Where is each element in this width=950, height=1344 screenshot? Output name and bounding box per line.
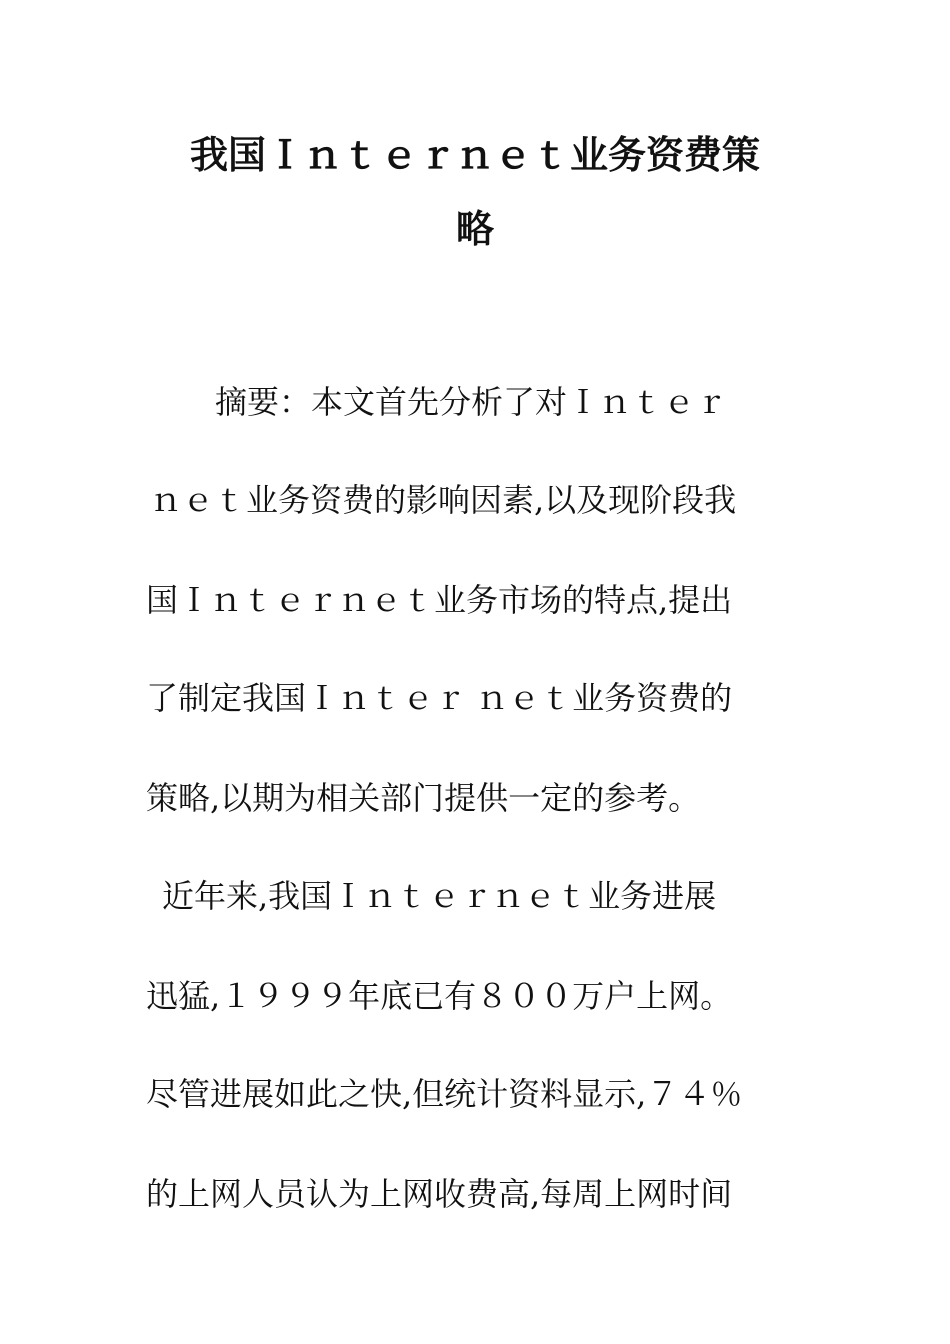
abstract-line: 国Ｉｎｔｅｒｎｅｔ业务市场的特点,提出	[146, 581, 733, 619]
document-title: 我国Ｉｎｔｅｒｎｅｔ业务资费策	[189, 133, 760, 177]
body-paragraph-line: 的上网人员认为上网收费高,每周上网时间	[146, 1175, 733, 1213]
document-title-continued: 略	[455, 207, 494, 251]
body-paragraph-line: 近年来,我国Ｉｎｔｅｒｎｅｔ业务进展	[162, 877, 717, 915]
body-paragraph-line: 迅猛,１９９９年底已有８００万户上网。	[146, 977, 733, 1015]
abstract-line: 策略,以期为相关部门提供一定的参考。	[146, 779, 701, 817]
body-paragraph-line: 尽管进展如此之快,但统计资料显示,７４％	[146, 1075, 743, 1113]
abstract-line: 摘要：本文首先分析了对Ｉｎｔｅｒ	[215, 383, 728, 421]
abstract-line: ｎｅｔ业务资费的影响因素,以及现阶段我	[150, 481, 737, 519]
abstract-line: 了制定我国Ｉｎｔｅｒ ｎｅｔ业务资费的	[146, 679, 733, 717]
